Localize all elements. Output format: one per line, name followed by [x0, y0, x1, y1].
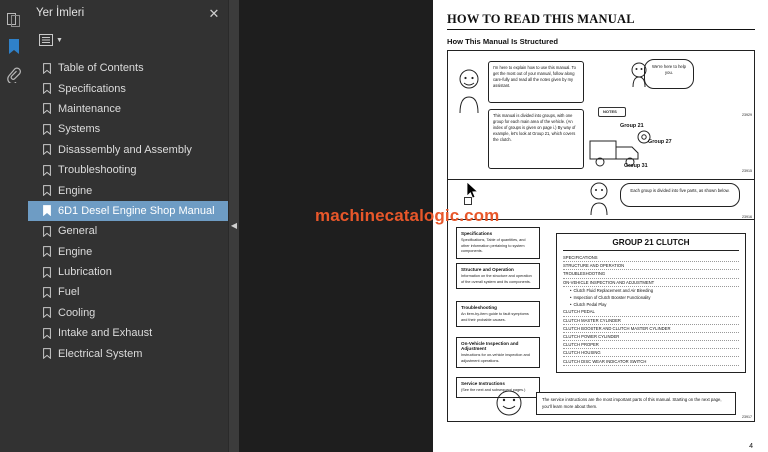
bookmark-icon	[40, 267, 53, 278]
bookmark-icon	[40, 124, 53, 135]
part-body: (See the next and subsequent pages.)	[461, 388, 526, 392]
bookmark-item-label: Table of Contents	[58, 62, 144, 75]
part-body: Information on the structure and operation of the overall system and its components.	[461, 274, 532, 284]
bookmark-item-label: General	[58, 225, 98, 238]
bookmark-icon	[40, 328, 53, 339]
group-label-21: Group 21	[620, 123, 644, 129]
part-box-onvehicle-inspection	[456, 337, 540, 368]
group-label-27: Group 27	[648, 139, 672, 145]
bookmark-icon	[40, 287, 53, 298]
group-toc-row: CLUTCH HOUSING	[563, 349, 739, 357]
footnote-bubble: The service instructions are the most important parts of this manual. Starting on the next page, you'll learn more about them.	[536, 392, 736, 415]
group-toc-row: STRUCTURE AND OPERATION	[563, 262, 739, 270]
group-toc-row: CLUTCH PEDAL	[563, 308, 739, 316]
bookmark-item-label: Electrical System	[58, 347, 143, 360]
bookmark-item-label: Intake and Exhaust	[58, 327, 153, 340]
bookmark-icon	[40, 165, 53, 176]
group-toc-row: • Clutch Pedal Play	[563, 301, 739, 308]
panel-collapse-handle[interactable]	[229, 0, 239, 452]
notes-tag-label: NOTES	[603, 109, 617, 115]
five-parts-bubble: Each group is divided into five parts, as shown below.	[620, 183, 740, 207]
intro-bubble: I'm here to explain how to use this manual. To get the most out of your manual, follow along care-fully and read all the notes given by my assistant.	[488, 61, 584, 103]
bookmark-item[interactable]	[28, 140, 228, 160]
pages-thumbnail-icon[interactable]	[2, 6, 26, 32]
group-toc	[556, 233, 746, 373]
bookmark-item-label: Engine	[58, 184, 93, 197]
page-number: 4	[749, 443, 753, 450]
gear-character-icon	[484, 385, 534, 417]
part-body: Specifications, Table of quantities, and other information pertaining to system components.	[461, 238, 526, 253]
bookmark-item[interactable]	[28, 119, 228, 139]
part-box-troubleshooting	[456, 301, 540, 327]
group-toc-row: • Clutch Fluid Replacement and Air Bleeding	[563, 287, 739, 294]
bookmark-icon	[40, 103, 53, 114]
chevron-down-icon: ▼	[56, 36, 63, 44]
bookmark-icon	[40, 83, 53, 94]
bookmark-item[interactable]	[28, 242, 228, 262]
bookmark-icon	[40, 226, 53, 237]
bookmark-icon	[40, 307, 53, 318]
group-toc-row: CLUTCH MASTER CYLINDER	[563, 317, 739, 325]
bookmark-icon	[40, 144, 53, 155]
part-title: Specifications	[461, 231, 493, 236]
pointer-character-icon	[584, 181, 614, 217]
manual-figure	[447, 50, 755, 422]
assistant-character-icon	[628, 61, 650, 89]
bookmark-icon	[40, 205, 53, 216]
group-toc-heading: GROUP 21 CLUTCH	[563, 238, 739, 251]
groups-bubble: This manual is divided into groups, with one group for each main area of the vehicle. (An index of groups is given on page i.) By way of example, let's look at Group 21, which covers the clutch.	[488, 109, 584, 169]
bookmark-item[interactable]	[28, 180, 228, 200]
part-body: An item-by-item guide to fault symptoms and their probable causes.	[461, 312, 529, 322]
bookmark-item[interactable]	[28, 221, 228, 241]
part-title: Structure and Operation	[461, 267, 514, 272]
bookmark-item[interactable]	[28, 99, 228, 119]
bookmark-item[interactable]	[28, 201, 228, 221]
group-toc-row: ON-VEHICLE INSPECTION AND ADJUSTMENT	[563, 279, 739, 287]
bookmark-icon	[40, 348, 53, 359]
sidebar-icon-rail	[0, 0, 28, 452]
bookmark-item-label: Specifications	[58, 82, 126, 95]
bookmark-item[interactable]	[28, 262, 228, 282]
group-toc-row: CLUTCH POWER CYLINDER	[563, 333, 739, 341]
bookmark-item-label: Fuel	[58, 286, 80, 299]
group-toc-row: CLUTCH DISC WEAR INDICATOR SWITCH	[563, 357, 739, 365]
part-box-structure-operation	[456, 263, 540, 289]
bookmark-icon[interactable]	[2, 34, 26, 60]
part-title: Service Instructions	[461, 381, 505, 386]
bookmark-options-button[interactable]	[36, 32, 66, 48]
bookmark-item[interactable]	[28, 323, 228, 343]
bookmarks-panel	[28, 0, 229, 452]
group-toc-rows	[563, 254, 739, 366]
viewer-backdrop	[239, 0, 433, 452]
figure-tag-4: 23917	[742, 415, 752, 419]
bookmark-item-label: Lubrication	[58, 266, 112, 279]
group-toc-row: • Inspection of Clutch Booster Functionality	[563, 294, 739, 301]
figure-tag-3: 23916	[742, 215, 752, 219]
group-toc-row: TROUBLESHOOTING	[563, 270, 739, 278]
bookmark-icon	[40, 185, 53, 196]
pdf-viewer[interactable]	[239, 0, 768, 452]
bookmark-item[interactable]	[28, 78, 228, 98]
bookmark-item[interactable]	[28, 160, 228, 180]
part-box-specifications	[456, 227, 540, 259]
group-toc-row: CLUTCH BOOSTER AND CLUTCH MASTER CYLINDER	[563, 325, 739, 333]
part-title: On-Vehicle Inspection and Adjustment	[461, 341, 519, 351]
bookmark-icon	[40, 63, 53, 74]
bookmark-item-label: 6D1 Desel Engine Shop Manual	[58, 204, 215, 217]
bookmark-item[interactable]	[28, 58, 228, 78]
bookmarks-toolbar	[28, 28, 228, 52]
bookmarks-panel-title: Yer İmleri	[36, 7, 85, 19]
bookmark-item[interactable]	[28, 303, 228, 323]
list-options-icon	[39, 34, 53, 46]
instructor-character-icon	[452, 67, 486, 117]
close-icon[interactable]: ✕	[208, 5, 220, 21]
cursor-target-box	[464, 197, 472, 205]
group-toc-row: SPECIFICATIONS	[563, 254, 739, 262]
bookmark-item[interactable]	[28, 343, 228, 363]
bookmark-item-label: Systems	[58, 123, 101, 136]
bookmark-item-label: Troubleshooting	[58, 164, 137, 177]
group-toc-row: CLUTCH PROPER	[563, 341, 739, 349]
part-title: Troubleshooting	[461, 305, 497, 310]
bookmark-item-label: Cooling	[58, 306, 96, 319]
bookmark-item-label: Engine	[58, 245, 93, 258]
page-title: HOW TO READ THIS MANUAL	[447, 12, 755, 30]
part-body: Instructions for on-vehicle inspection and adjustment operations.	[461, 353, 530, 363]
assistant-bubble: We're here to help you.	[644, 59, 694, 89]
bookmark-list[interactable]	[28, 52, 228, 452]
bookmark-icon	[40, 246, 53, 257]
bookmark-item-label: Maintenance	[58, 102, 121, 115]
bookmarks-panel-header	[28, 0, 228, 26]
bookmark-item-label: Disassembly and Assembly	[58, 143, 192, 156]
figure-tag-1: 23929	[742, 113, 752, 117]
bookmark-item[interactable]	[28, 282, 228, 302]
section-heading: How This Manual Is Structured	[447, 37, 558, 46]
figure-tag-2: 23915	[742, 169, 752, 173]
watermark-text: machinecatalogic.com	[315, 206, 500, 225]
group-label-31: Group 31	[624, 163, 648, 169]
attachment-icon[interactable]	[2, 62, 26, 88]
chevron-left-icon: ◀	[230, 221, 238, 230]
pdf-page	[433, 0, 768, 452]
